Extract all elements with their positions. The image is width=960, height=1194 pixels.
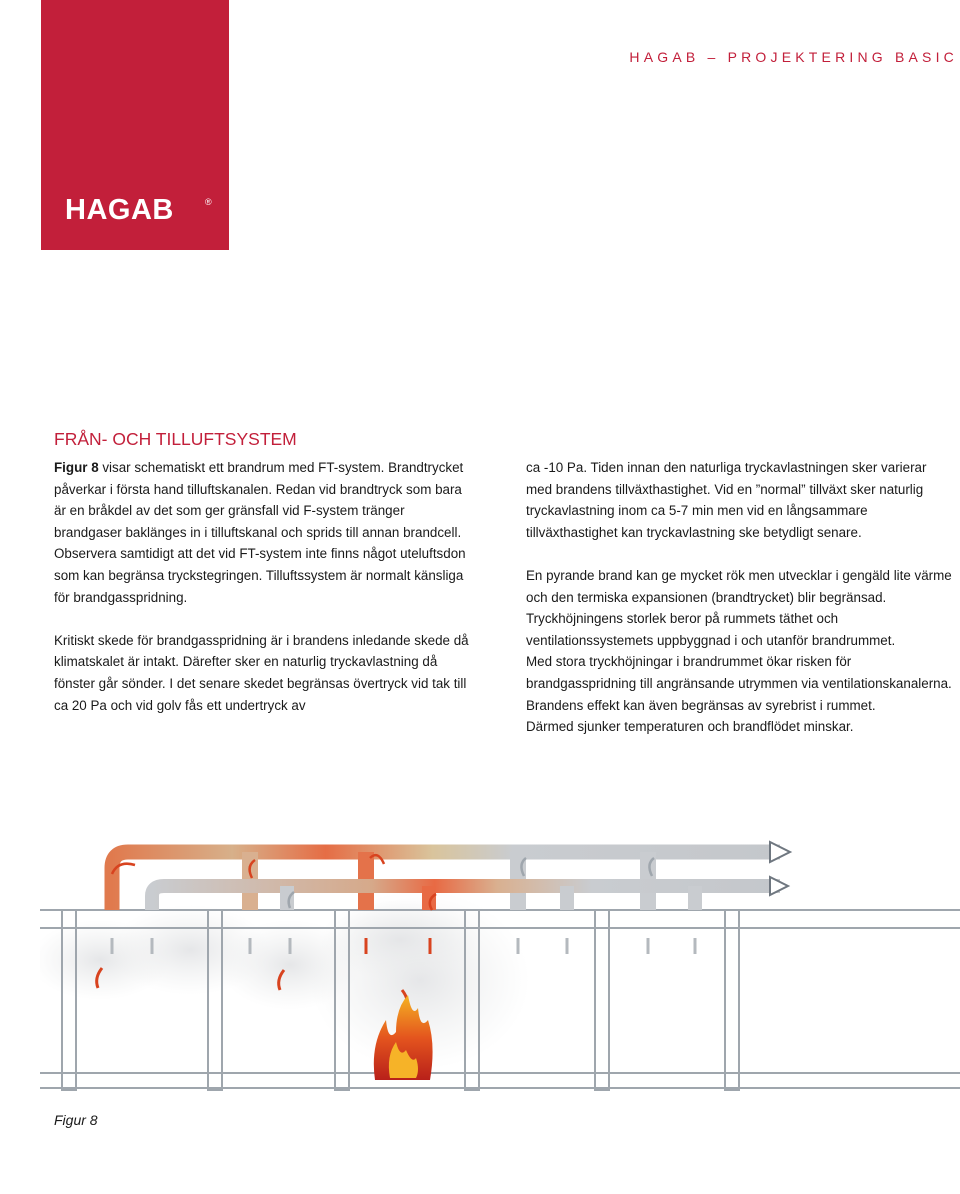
registered-mark: ® [205,197,212,207]
right-paragraph-5: Därmed sjunker temperaturen och brandflödet minskar. [526,719,854,735]
ventilation-diagram [40,830,960,1110]
left-paragraph-1-text: visar schematiskt ett brandrum med FT-system. Brandtrycket påverkar i första hand tilluftskanalen. Redan vid brandtryck som bara är en bråkdel av det som ger gränsfall vid F-system tränger brandgaser baklänges in i tilluftskanal och sprids till annan brandcell. Observera samtidigt att det vid FT-system inte finns något uteluftsdon som kan begränsa tryckstegringen. Tilluftssystem är normalt känsliga för brandgasspridning. [54,460,466,605]
figure-caption: Figur 8 [54,1112,98,1128]
right-paragraph-1: ca -10 Pa. Tiden innan den naturliga tryckavlastningen sker varierar med brandens tillväxthastighet. Vid en ”normal” tillväxt sker naturlig tryckavlastning inom ca 5-7 min men vid en långsammare tillväxthastighet kan tryckavlastning ske betydligt senare. [526,460,927,540]
left-paragraph-2: Kritiskt skede för brandgasspridning är i brandens inledande skede då klimatskalet är intakt. Därefter sker en naturlig tryckavlastning då fönster går sönder. I det senare skedet begränsas övertryck vid tak till ca 20 Pa och vid golv fås ett undertryck av [54,632,469,713]
section-title: FRÅN- OCH TILLUFTSYSTEM [54,429,297,449]
smoke-clouds [40,890,530,1070]
running-header: HAGAB – PROJEKTERING BASIC [629,49,958,65]
right-paragraph-4: Brandens effekt kan även begränsas av syrebrist i rummet. [526,697,876,713]
right-column [526,457,956,738]
brand-logo-block [41,0,229,250]
left-column [54,457,474,716]
brand-logo: HAGAB [65,194,174,226]
left-paragraph-1 [54,457,474,608]
right-paragraph-3: Med stora tryckhöjningar i brandrummet ökar risken för brandgasspridning till angränsande utrymmen via ventilationskanalerna. [526,654,952,691]
right-paragraph-2: En pyrande brand kan ge mycket rök men utvecklar i gengäld lite värme och den termiska expansionen (brandtrycket) blir begränsad. Tryckhöjningens storlek beror på rummets täthet och ventilationssystemets uppbyggnad i och utanför brandrummet. [526,567,952,648]
figure-reference: Figur 8 [54,460,99,475]
